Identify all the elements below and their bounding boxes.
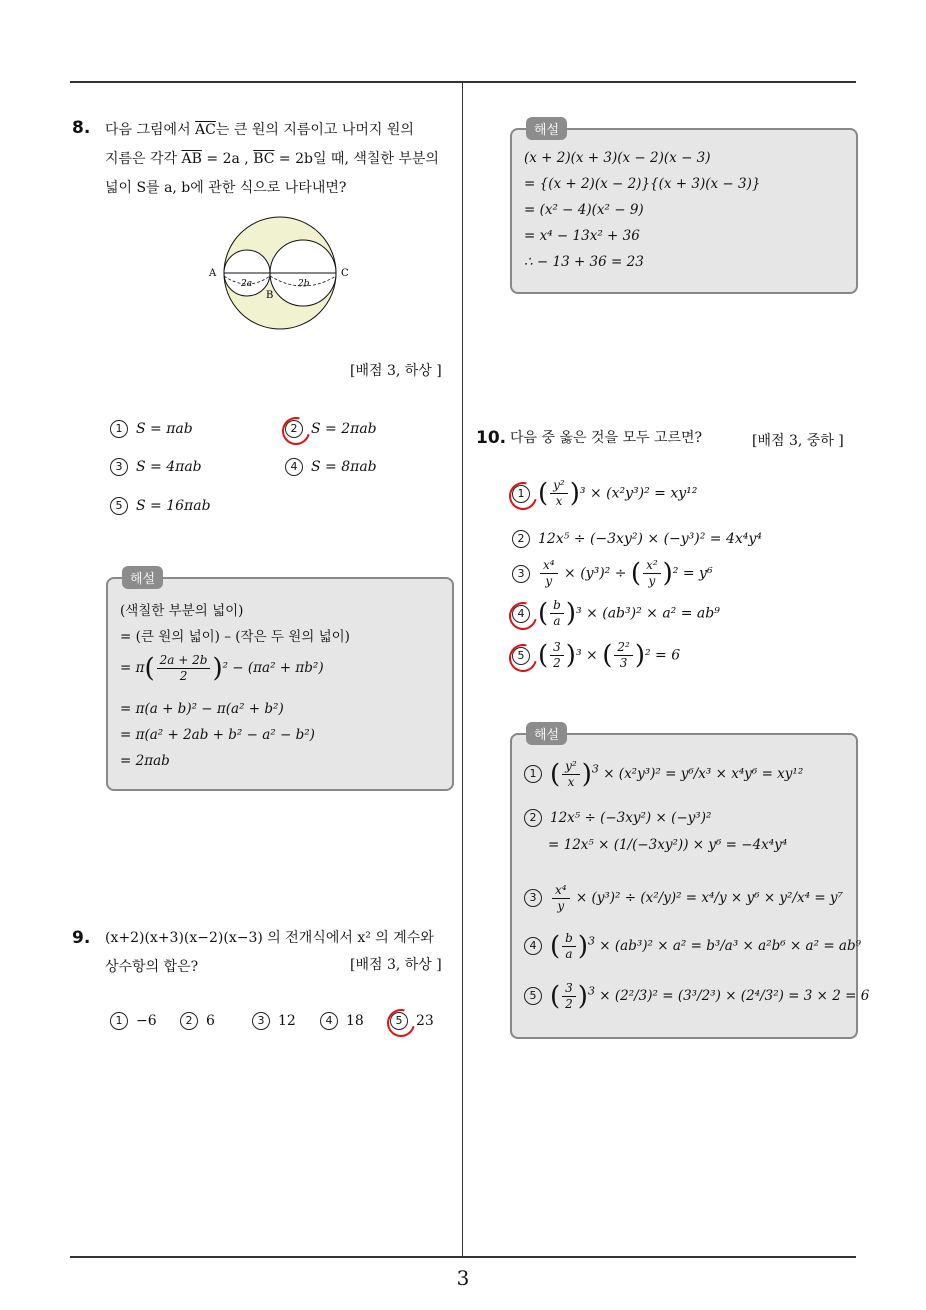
q10-choice-5[interactable]: 5 ( $\frac{3}{2}$ )³ × ( $\frac{\text{2²}}{3}$ )² = 6 [512,640,680,671]
page-number: 3 [456,1266,470,1290]
q8-sol-line5: = π(a² + 2ab + b² − a² − b²) [120,727,315,743]
q10-choice-2[interactable]: 2 12x⁵ ÷ (−3xy²) × (−y³)² = 4x⁴y⁴ [512,530,762,548]
q9-solution-box [510,123,858,294]
q9-score: [배점 3, 하상 ] [350,957,442,973]
q8-choice-4[interactable]: 4 S = 8πab [285,458,377,476]
q10-choice-3[interactable]: 3 $\frac{\text{x⁴}}{y}$ × (y³)² ÷ ( $\frac{\text{x²}}{y}$ )² = y⁶ [512,558,713,589]
q10-sol-line3: 3 $\frac{\text{x⁴}}{y}$ × (y³)² ÷ (x²/y)² = x⁴/y × y⁶ × y²/x⁴ = y⁷ [524,883,843,914]
label-b: B [266,290,274,301]
label-c: C [341,268,349,279]
q8-choice-5[interactable]: 5 S = 16πab [110,497,211,515]
q8-choice-3[interactable]: 3 S = 4πab [110,458,202,476]
q10-score: [배점 3, 중하 ] [752,433,844,449]
q8-circle-figure [205,212,355,338]
bottom-rule [70,1256,856,1258]
q9-sol-line4: = x⁴ − 13x² + 36 [524,228,640,244]
q9-choice-2[interactable]: 2 6 [180,1012,215,1030]
q9-text: (x+2)(x+3)(x−2)(x−3) 의 전개식에서 x² 의 계수와 상수항의 합은? [105,930,434,975]
q9-sol-line3: = (x² − 4)(x² − 9) [524,202,644,218]
seg-2b: 2b [298,279,310,289]
q9-choice-3[interactable]: 3 12 [252,1012,296,1030]
q10-choice-1[interactable]: 1 ( $\frac{\text{y²}}{x}$ )³ × (x²y³)² = xy¹² [512,478,697,509]
q10-sol-line2a: 2 12x⁵ ÷ (−3xy²) × (−y³)² [524,809,711,827]
q8-sol-line2: = (큰 원의 넓이) – (작은 두 원의 넓이) [120,629,350,645]
q9-solution-tag: 해설 [526,117,567,140]
q10-sol-line2b: = 12x⁵ × (1/(−3xy²)) × y⁶ = −4x⁴y⁴ [548,837,788,853]
q9-choice-5[interactable]: 5 23 [390,1012,434,1030]
q9-sol-line2: = {(x + 2)(x − 2)}{(x + 3)(x − 3)} [524,176,761,192]
q8-sol-line6: = 2πab [120,753,170,769]
q10-sol-line4: 4 ( $\frac{b}{a}$ )$^3$ × (ab³)² × a² = b³/a³ × a²b⁶ × a² = ab⁹ [524,931,861,962]
q10-solution-box [510,728,870,1039]
q10-sol-line1: 1 ( $\frac{\text{y²}}{x}$ )$^3$ × (x²y³)² = y⁶/x³ × x⁴y⁶ = xy¹² [524,759,803,790]
q9-sol-line1: (x + 2)(x + 3)(x − 2)(x − 3) [524,150,711,166]
q8-choice-1[interactable]: 1 S = πab [110,420,193,438]
q8-sol-line1: (색칠한 부분의 넓이) [120,603,244,619]
top-rule [70,81,856,83]
q8-number: 8. [72,118,91,138]
seg-2a: 2a [241,279,253,289]
q8-text: 다음 그림에서 $\overline{AC}$는 큰 원의 지름이고 나머지 원의 지름은 각각 $\overline{AB} = 2a$ , $\overline{BC} = 2b$일 때, 색칠한 부분의 넓이 S를 a, b에 관한 식으로 나타내면? [105,122,439,196]
q10-choice-4[interactable]: 4 ( $\frac{b}{a}$ )³ × (ab³)² × a² = ab⁹ [512,598,720,629]
q9-choice-4[interactable]: 4 18 [320,1012,364,1030]
q10-number: 10. [476,428,507,448]
label-a: A [209,268,217,279]
q8-score: [배점 3, 하상 ] [350,363,442,379]
q10-text: 다음 중 옳은 것을 모두 고르면? [510,430,703,446]
q10-sol-line5: 5 ( $\frac{3}{2}$ )$^3$ × (2²/3)² = (3³/2³) × (2⁴/3²) = 3 × 2 = 6 [524,981,869,1012]
q9-choice-1[interactable]: 1 −6 [110,1012,157,1030]
q8-choice-2[interactable]: 2 S = 2πab [285,420,377,438]
q10-solution-tag: 해설 [526,722,567,745]
q8-solution-box [106,572,454,791]
column-divider [462,83,463,1256]
q8-sol-line4: = π(a + b)² − π(a² + b²) [120,701,284,717]
q9-number: 9. [72,928,91,948]
q8-solution-tag: 해설 [122,566,163,589]
q8-sol-line3: = π( $\frac{2a + 2b}{2}$ )² − (πa² + πb²) [120,653,324,684]
q9-sol-line5: ∴ − 13 + 36 = 23 [524,254,644,270]
